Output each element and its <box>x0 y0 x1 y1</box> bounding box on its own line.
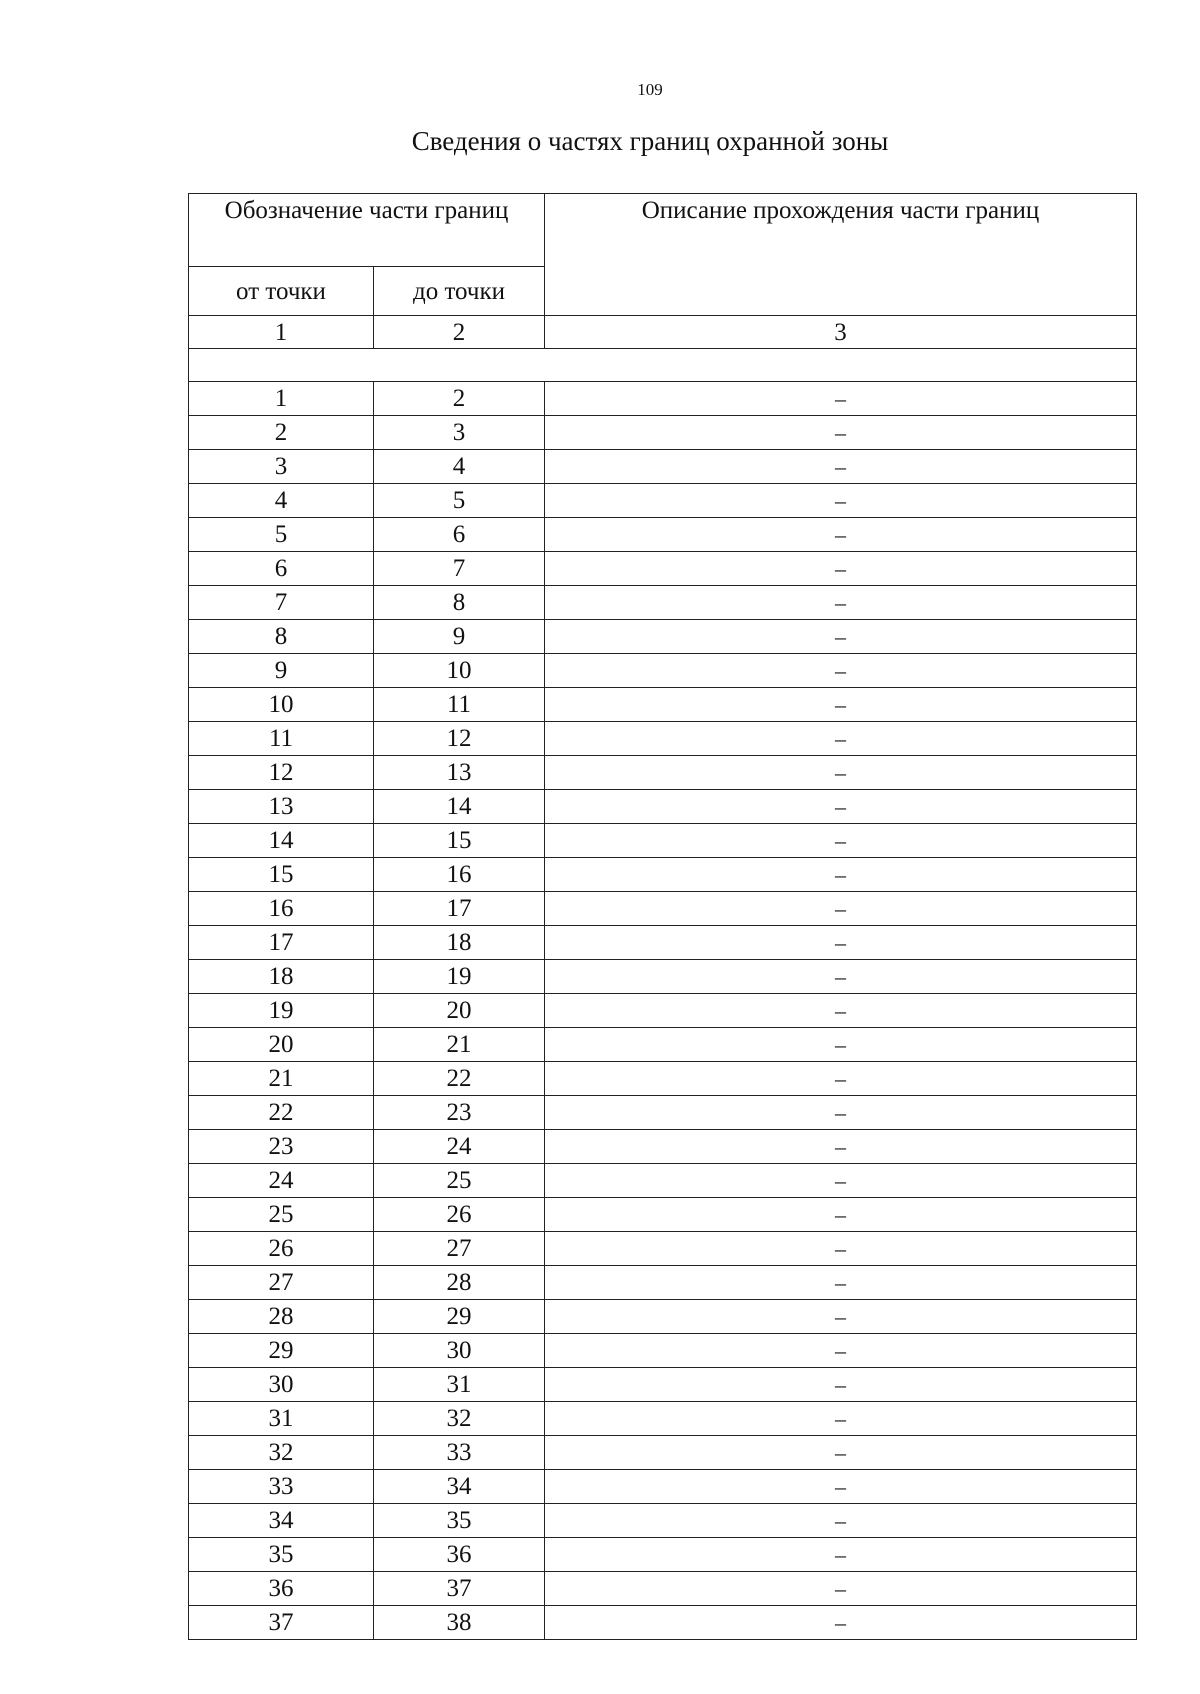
cell-to-point: 22 <box>374 1062 545 1096</box>
cell-from-point: 21 <box>189 1062 374 1096</box>
cell-from-point: 12 <box>189 756 374 790</box>
table-row <box>189 960 1137 994</box>
table-row <box>189 654 1137 688</box>
cell-from-point: 17 <box>189 926 374 960</box>
section-row <box>189 349 1137 382</box>
cell-from-point: 26 <box>189 1232 374 1266</box>
cell-to-point: 32 <box>374 1402 545 1436</box>
cell-to-point: 33 <box>374 1436 545 1470</box>
cell-description: – <box>545 382 1137 416</box>
cell-from-point: 7 <box>189 586 374 620</box>
cell-from-point: 4 <box>189 484 374 518</box>
cell-to-point: 14 <box>374 790 545 824</box>
cell-from-point: 6 <box>189 552 374 586</box>
table-row <box>189 1096 1137 1130</box>
table-row <box>189 858 1137 892</box>
cell-description: – <box>545 416 1137 450</box>
cell-from-point: 5 <box>189 518 374 552</box>
cell-description: – <box>545 1538 1137 1572</box>
cell-from-point: 18 <box>189 960 374 994</box>
cell-to-point: 36 <box>374 1538 545 1572</box>
table-row <box>189 1334 1137 1368</box>
cell-to-point: 37 <box>374 1572 545 1606</box>
table-row <box>189 620 1137 654</box>
table-row <box>189 382 1137 416</box>
cell-description: – <box>545 1572 1137 1606</box>
table-row <box>189 1368 1137 1402</box>
section-label <box>189 349 1137 382</box>
cell-to-point: 11 <box>374 688 545 722</box>
table-row <box>189 756 1137 790</box>
boundary-parts-table <box>188 193 1137 1640</box>
cell-description: – <box>545 1436 1137 1470</box>
cell-to-point: 30 <box>374 1334 545 1368</box>
cell-description: – <box>545 586 1137 620</box>
cell-description: – <box>545 1266 1137 1300</box>
cell-to-point: 28 <box>374 1266 545 1300</box>
cell-description: – <box>545 484 1137 518</box>
cell-description: – <box>545 892 1137 926</box>
cell-to-point: 29 <box>374 1300 545 1334</box>
cell-to-point: 8 <box>374 586 545 620</box>
page-number: 109 <box>637 80 663 99</box>
column-number-row <box>189 316 1137 349</box>
header-to-point: до точки <box>374 267 545 316</box>
cell-from-point: 31 <box>189 1402 374 1436</box>
table-row <box>189 518 1137 552</box>
cell-to-point: 5 <box>374 484 545 518</box>
table-row <box>189 450 1137 484</box>
cell-from-point: 13 <box>189 790 374 824</box>
cell-to-point: 23 <box>374 1096 545 1130</box>
cell-from-point: 1 <box>189 382 374 416</box>
cell-from-point: 34 <box>189 1504 374 1538</box>
column-number-1: 1 <box>189 316 374 349</box>
cell-description: – <box>545 450 1137 484</box>
cell-from-point: 24 <box>189 1164 374 1198</box>
table-row <box>189 1470 1137 1504</box>
cell-from-point: 32 <box>189 1436 374 1470</box>
cell-description: – <box>545 1368 1137 1402</box>
table-row <box>189 722 1137 756</box>
table-row <box>189 892 1137 926</box>
table-row <box>189 824 1137 858</box>
cell-from-point: 37 <box>189 1606 374 1640</box>
cell-description: – <box>545 722 1137 756</box>
cell-to-point: 21 <box>374 1028 545 1062</box>
header-boundary-designation: Обозначение части границ <box>189 194 545 267</box>
cell-to-point: 9 <box>374 620 545 654</box>
table-row <box>189 790 1137 824</box>
cell-to-point: 38 <box>374 1606 545 1640</box>
cell-description: – <box>545 858 1137 892</box>
cell-description: – <box>545 518 1137 552</box>
cell-description: – <box>545 1028 1137 1062</box>
cell-from-point: 33 <box>189 1470 374 1504</box>
cell-to-point: 34 <box>374 1470 545 1504</box>
cell-from-point: 36 <box>189 1572 374 1606</box>
table-row <box>189 1436 1137 1470</box>
table-row <box>189 1266 1137 1300</box>
cell-description: – <box>545 1402 1137 1436</box>
table-row <box>189 926 1137 960</box>
cell-to-point: 3 <box>374 416 545 450</box>
cell-from-point: 10 <box>189 688 374 722</box>
cell-description: – <box>545 1300 1137 1334</box>
table-row <box>189 1232 1137 1266</box>
cell-description: – <box>545 654 1137 688</box>
cell-description: – <box>545 1232 1137 1266</box>
cell-description: – <box>545 620 1137 654</box>
cell-description: – <box>545 1504 1137 1538</box>
cell-from-point: 19 <box>189 994 374 1028</box>
cell-to-point: 35 <box>374 1504 545 1538</box>
cell-description: – <box>545 960 1137 994</box>
table-row <box>189 1538 1137 1572</box>
cell-from-point: 28 <box>189 1300 374 1334</box>
table-row <box>189 1130 1137 1164</box>
column-number-2: 2 <box>374 316 545 349</box>
header-row-group <box>189 194 1137 267</box>
cell-from-point: 22 <box>189 1096 374 1130</box>
cell-description: – <box>545 1164 1137 1198</box>
cell-description: – <box>545 1062 1137 1096</box>
column-number-3: 3 <box>545 316 1137 349</box>
cell-from-point: 30 <box>189 1368 374 1402</box>
table-row <box>189 586 1137 620</box>
cell-description: – <box>545 1606 1137 1640</box>
table-row <box>189 552 1137 586</box>
cell-to-point: 31 <box>374 1368 545 1402</box>
cell-from-point: 35 <box>189 1538 374 1572</box>
cell-description: – <box>545 1334 1137 1368</box>
cell-from-point: 9 <box>189 654 374 688</box>
cell-description: – <box>545 824 1137 858</box>
document-title: Сведения о частях границ охранной зоны <box>411 126 889 156</box>
cell-from-point: 11 <box>189 722 374 756</box>
cell-from-point: 25 <box>189 1198 374 1232</box>
cell-description: – <box>545 688 1137 722</box>
table-row <box>189 1028 1137 1062</box>
header-boundary-description: Описание прохождения части границ <box>545 194 1137 316</box>
cell-to-point: 17 <box>374 892 545 926</box>
cell-to-point: 16 <box>374 858 545 892</box>
cell-from-point: 27 <box>189 1266 374 1300</box>
cell-from-point: 3 <box>189 450 374 484</box>
cell-description: – <box>545 1198 1137 1232</box>
table-row <box>189 1164 1137 1198</box>
cell-to-point: 27 <box>374 1232 545 1266</box>
header-from-point: от точки <box>189 267 374 316</box>
cell-description: – <box>545 1130 1137 1164</box>
cell-to-point: 24 <box>374 1130 545 1164</box>
table-row <box>189 688 1137 722</box>
cell-description: – <box>545 994 1137 1028</box>
cell-from-point: 23 <box>189 1130 374 1164</box>
cell-to-point: 20 <box>374 994 545 1028</box>
table-row <box>189 484 1137 518</box>
table-body <box>189 194 1137 1640</box>
cell-from-point: 20 <box>189 1028 374 1062</box>
cell-from-point: 29 <box>189 1334 374 1368</box>
cell-from-point: 14 <box>189 824 374 858</box>
cell-description: – <box>545 1470 1137 1504</box>
table-row <box>189 994 1137 1028</box>
cell-to-point: 19 <box>374 960 545 994</box>
cell-to-point: 2 <box>374 382 545 416</box>
cell-to-point: 7 <box>374 552 545 586</box>
cell-to-point: 10 <box>374 654 545 688</box>
cell-to-point: 25 <box>374 1164 545 1198</box>
table-row <box>189 1402 1137 1436</box>
cell-description: – <box>545 790 1137 824</box>
cell-description: – <box>545 1096 1137 1130</box>
cell-from-point: 2 <box>189 416 374 450</box>
cell-to-point: 6 <box>374 518 545 552</box>
table-row <box>189 416 1137 450</box>
table-row <box>189 1572 1137 1606</box>
cell-from-point: 8 <box>189 620 374 654</box>
cell-to-point: 18 <box>374 926 545 960</box>
cell-to-point: 13 <box>374 756 545 790</box>
cell-from-point: 15 <box>189 858 374 892</box>
table-row <box>189 1062 1137 1096</box>
cell-description: – <box>545 756 1137 790</box>
table-row <box>189 1300 1137 1334</box>
cell-description: – <box>545 552 1137 586</box>
cell-description: – <box>545 926 1137 960</box>
table-row <box>189 1504 1137 1538</box>
table-row <box>189 1198 1137 1232</box>
cell-to-point: 26 <box>374 1198 545 1232</box>
cell-to-point: 15 <box>374 824 545 858</box>
table-row <box>189 1606 1137 1640</box>
cell-from-point: 16 <box>189 892 374 926</box>
cell-to-point: 12 <box>374 722 545 756</box>
cell-to-point: 4 <box>374 450 545 484</box>
